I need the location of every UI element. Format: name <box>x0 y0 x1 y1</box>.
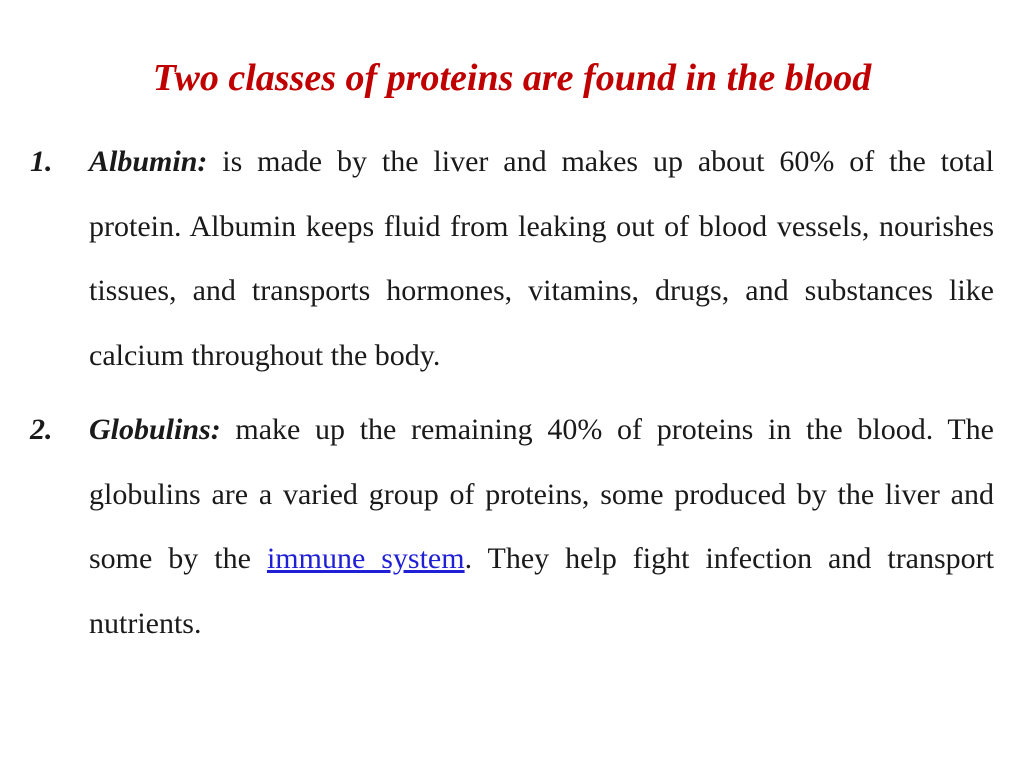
list-number: 2. <box>30 413 53 446</box>
list-item-globulins <box>30 398 994 656</box>
term-globulins: Globulins: <box>89 413 221 446</box>
slide-title: Two classes of proteins are found in the blood <box>152 57 872 99</box>
globulins-description-end: . They help fight infection and transport nutrients. <box>89 542 995 640</box>
albumin-description: is made by the liver and makes up about 60% of the total protein. Albumin keeps fluid from leaking out of blood vessels, nourishes tissues, and transports hormones, vitamins, drugs, and substances like calcium throughout the body. <box>89 145 994 372</box>
term-colon: : <box>197 145 208 178</box>
protein-list <box>30 130 994 656</box>
term-label: Albumin <box>89 145 198 178</box>
term-albumin <box>89 145 207 178</box>
globulins-description-start: make up the remaining 40% of proteins in the blood. The globulins are a varied group of proteins, some produced by the liver and some by the <box>89 413 994 575</box>
list-item-albumin <box>30 130 994 388</box>
immune-system-link[interactable]: immune system <box>266 542 465 575</box>
list-number: 1. <box>30 145 53 178</box>
